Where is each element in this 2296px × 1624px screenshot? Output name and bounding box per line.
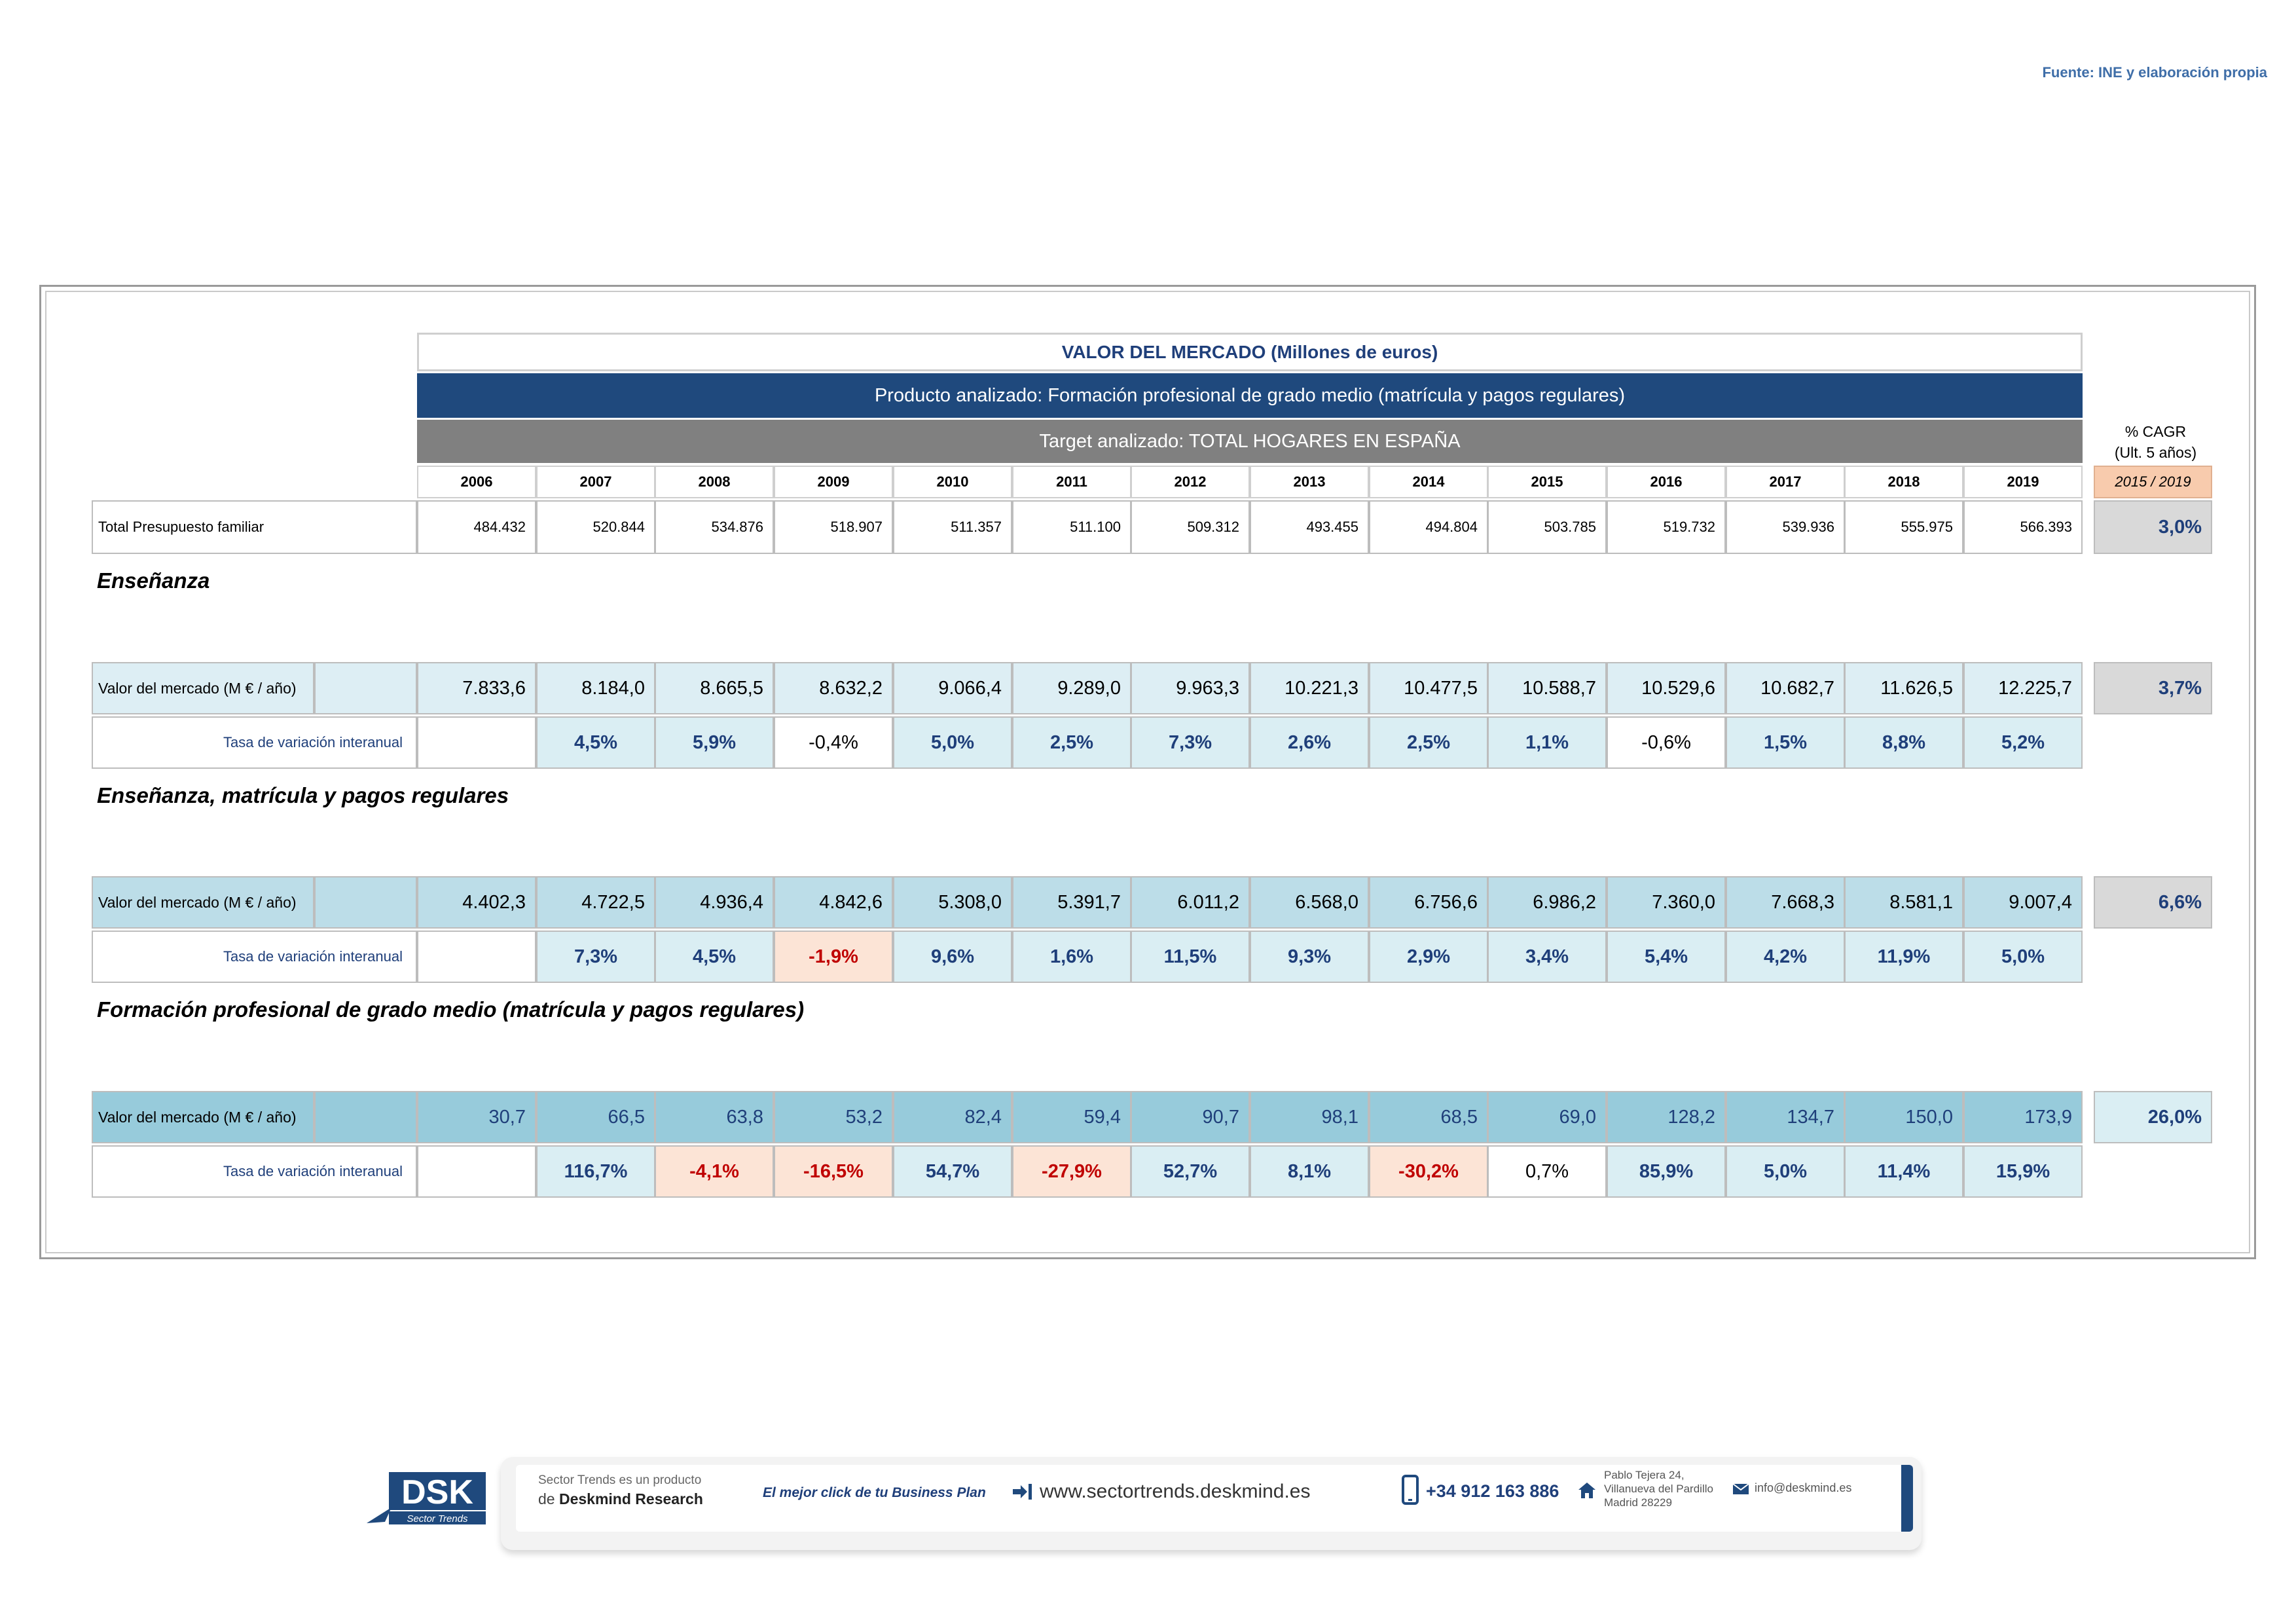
presupuesto-value: 555.975 bbox=[1844, 500, 1963, 554]
year-header-2015: 2015 bbox=[1487, 466, 1607, 498]
valor-value: 173,9 bbox=[1963, 1091, 2083, 1143]
valor-value: 8.184,0 bbox=[536, 662, 655, 714]
target-banner: Target analizado: TOTAL HOGARES EN ESPAÑA bbox=[417, 420, 2083, 463]
valor-value: 59,4 bbox=[1012, 1091, 1131, 1143]
presupuesto-label: Total Presupuesto familiar bbox=[92, 500, 417, 554]
tasa-value: 2,5% bbox=[1369, 716, 1488, 769]
home-icon bbox=[1578, 1481, 1596, 1500]
valor-label: Valor del mercado (M € / año) bbox=[92, 1091, 314, 1143]
year-header-2010: 2010 bbox=[893, 466, 1012, 498]
valor-value: 6.986,2 bbox=[1487, 876, 1607, 929]
valor-value: 150,0 bbox=[1844, 1091, 1963, 1143]
valor-value: 4.936,4 bbox=[655, 876, 774, 929]
valor-label: Valor del mercado (M € / año) bbox=[92, 662, 314, 714]
mail-icon bbox=[1732, 1483, 1749, 1495]
year-header-2007: 2007 bbox=[536, 466, 655, 498]
presupuesto-value: 503.785 bbox=[1487, 500, 1607, 554]
tasa-value: -0,4% bbox=[774, 716, 893, 769]
valor-value: 10.588,7 bbox=[1487, 662, 1607, 714]
valor-label-spacer bbox=[314, 876, 417, 929]
tasa-value: 2,9% bbox=[1369, 931, 1488, 983]
tasa-value: 8,1% bbox=[1250, 1145, 1369, 1198]
valor-value: 11.626,5 bbox=[1844, 662, 1963, 714]
presupuesto-value: 509.312 bbox=[1131, 500, 1250, 554]
year-header-2014: 2014 bbox=[1369, 466, 1488, 498]
section-title: Enseñanza bbox=[97, 568, 210, 593]
valor-cagr: 3,7% bbox=[2094, 662, 2212, 714]
tasa-value: 5,0% bbox=[1726, 1145, 1845, 1198]
tasa-value: 54,7% bbox=[893, 1145, 1012, 1198]
footer-line1: Sector Trends es un producto bbox=[538, 1473, 702, 1487]
footer-tagline: El mejor click de tu Business Plan bbox=[763, 1485, 986, 1500]
valor-value: 8.581,1 bbox=[1844, 876, 1963, 929]
valor-value: 12.225,7 bbox=[1963, 662, 2083, 714]
footer-email[interactable]: info@deskmind.es bbox=[1755, 1481, 1852, 1494]
valor-cagr: 26,0% bbox=[2094, 1091, 2212, 1143]
valor-value: 68,5 bbox=[1369, 1091, 1488, 1143]
deskmind-logo bbox=[365, 1469, 490, 1528]
footer-website[interactable]: www.sectortrends.deskmind.es bbox=[1040, 1481, 1311, 1502]
login-arrow-icon bbox=[1011, 1482, 1034, 1502]
tasa-value: 7,3% bbox=[536, 931, 655, 983]
presupuesto-value: 518.907 bbox=[774, 500, 893, 554]
footer-phone[interactable]: +34 912 163 886 bbox=[1426, 1481, 1559, 1501]
tasa-value: 0,7% bbox=[1487, 1145, 1607, 1198]
valor-value: 4.842,6 bbox=[774, 876, 893, 929]
tasa-label: Tasa de variación interanual bbox=[92, 931, 417, 983]
tasa-value: 11,5% bbox=[1131, 931, 1250, 983]
valor-value: 10.477,5 bbox=[1369, 662, 1488, 714]
valor-value: 6.756,6 bbox=[1369, 876, 1488, 929]
phone-icon bbox=[1401, 1475, 1419, 1505]
valor-value: 5.308,0 bbox=[893, 876, 1012, 929]
tasa-value: -4,1% bbox=[655, 1145, 774, 1198]
tasa-value: 5,0% bbox=[893, 716, 1012, 769]
tasa-value: 4,5% bbox=[655, 931, 774, 983]
cagr-period-header: 2015 / 2019 bbox=[2094, 466, 2212, 498]
tasa-value: -27,9% bbox=[1012, 1145, 1131, 1198]
tasa-value: 11,4% bbox=[1844, 1145, 1963, 1198]
presupuesto-value: 566.393 bbox=[1963, 500, 2083, 554]
presupuesto-value: 519.732 bbox=[1607, 500, 1726, 554]
tasa-value: 8,8% bbox=[1844, 716, 1963, 769]
presupuesto-value: 534.876 bbox=[655, 500, 774, 554]
source-note: Fuente: INE y elaboración propia bbox=[2042, 64, 2267, 81]
valor-value: 9.289,0 bbox=[1012, 662, 1131, 714]
year-header-2013: 2013 bbox=[1250, 466, 1369, 498]
valor-value: 7.668,3 bbox=[1726, 876, 1845, 929]
tasa-value bbox=[417, 1145, 536, 1198]
valor-value: 4.722,5 bbox=[536, 876, 655, 929]
tasa-value: 2,5% bbox=[1012, 716, 1131, 769]
footer-address bbox=[1604, 1468, 1713, 1509]
valor-value: 7.833,6 bbox=[417, 662, 536, 714]
valor-value: 10.529,6 bbox=[1607, 662, 1726, 714]
year-header-2018: 2018 bbox=[1844, 466, 1963, 498]
tasa-value: 2,6% bbox=[1250, 716, 1369, 769]
cagr-header-line1: % CAGR bbox=[2124, 423, 2187, 440]
tasa-value: 4,5% bbox=[536, 716, 655, 769]
tasa-value bbox=[417, 716, 536, 769]
valor-label-spacer bbox=[314, 662, 417, 714]
valor-value: 69,0 bbox=[1487, 1091, 1607, 1143]
valor-value: 9.963,3 bbox=[1131, 662, 1250, 714]
valor-value: 8.665,5 bbox=[655, 662, 774, 714]
tasa-value: 1,6% bbox=[1012, 931, 1131, 983]
tasa-value: -30,2% bbox=[1369, 1145, 1488, 1198]
logo-text: DSK bbox=[401, 1473, 473, 1511]
valor-value: 53,2 bbox=[774, 1091, 893, 1143]
tasa-value: 116,7% bbox=[536, 1145, 655, 1198]
footer-brand: Deskmind Research bbox=[558, 1490, 703, 1507]
logo-subtext: Sector Trends bbox=[407, 1513, 468, 1524]
valor-value: 7.360,0 bbox=[1607, 876, 1726, 929]
valor-value: 9.007,4 bbox=[1963, 876, 2083, 929]
tasa-value: 11,9% bbox=[1844, 931, 1963, 983]
presupuesto-value: 520.844 bbox=[536, 500, 655, 554]
valor-value: 66,5 bbox=[536, 1091, 655, 1143]
valor-value: 9.066,4 bbox=[893, 662, 1012, 714]
year-header-2017: 2017 bbox=[1726, 466, 1845, 498]
valor-cagr: 6,6% bbox=[2094, 876, 2212, 929]
year-header-2009: 2009 bbox=[774, 466, 893, 498]
valor-value: 8.632,2 bbox=[774, 662, 893, 714]
valor-value: 10.221,3 bbox=[1250, 662, 1369, 714]
valor-value: 4.402,3 bbox=[417, 876, 536, 929]
year-header-2016: 2016 bbox=[1607, 466, 1726, 498]
valor-label: Valor del mercado (M € / año) bbox=[92, 876, 314, 929]
cagr-header bbox=[2095, 421, 2216, 463]
cagr-header-line2: (Ult. 5 años) bbox=[2114, 444, 2197, 461]
valor-value: 5.391,7 bbox=[1012, 876, 1131, 929]
year-header-2008: 2008 bbox=[655, 466, 774, 498]
product-banner: Producto analizado: Formación profesional de grado medio (matrícula y pagos regulares) bbox=[417, 373, 2083, 418]
valor-value: 6.011,2 bbox=[1131, 876, 1250, 929]
tasa-value: 5,9% bbox=[655, 716, 774, 769]
valor-value: 30,7 bbox=[417, 1091, 536, 1143]
footer-address-3: Madrid 28229 bbox=[1604, 1496, 1672, 1509]
tasa-value: 85,9% bbox=[1607, 1145, 1726, 1198]
presupuesto-value: 493.455 bbox=[1250, 500, 1369, 554]
valor-value: 98,1 bbox=[1250, 1091, 1369, 1143]
footer-line2-prefix: de bbox=[538, 1490, 555, 1507]
tasa-value: 5,0% bbox=[1963, 931, 2083, 983]
tasa-value: -16,5% bbox=[774, 1145, 893, 1198]
tasa-value: 15,9% bbox=[1963, 1145, 2083, 1198]
presupuesto-value: 539.936 bbox=[1726, 500, 1845, 554]
valor-value: 90,7 bbox=[1131, 1091, 1250, 1143]
footer-address-2: Villanueva del Pardillo bbox=[1604, 1483, 1713, 1495]
valor-value: 63,8 bbox=[655, 1091, 774, 1143]
presupuesto-value: 494.804 bbox=[1369, 500, 1488, 554]
section-title: Formación profesional de grado medio (matrícula y pagos regulares) bbox=[97, 997, 805, 1022]
tasa-value bbox=[417, 931, 536, 983]
year-header-2006: 2006 bbox=[417, 466, 536, 498]
table-title: VALOR DEL MERCADO (Millones de euros) bbox=[417, 333, 2083, 371]
tasa-label: Tasa de variación interanual bbox=[92, 1145, 417, 1198]
tasa-value: 3,4% bbox=[1487, 931, 1607, 983]
footer-line2 bbox=[538, 1490, 703, 1508]
valor-value: 6.568,0 bbox=[1250, 876, 1369, 929]
tasa-value: 1,5% bbox=[1726, 716, 1845, 769]
year-header-2019: 2019 bbox=[1963, 466, 2083, 498]
valor-value: 134,7 bbox=[1726, 1091, 1845, 1143]
presupuesto-value: 484.432 bbox=[417, 500, 536, 554]
year-header-2011: 2011 bbox=[1012, 466, 1131, 498]
valor-value: 128,2 bbox=[1607, 1091, 1726, 1143]
presupuesto-value: 511.357 bbox=[893, 500, 1012, 554]
footer-address-1: Pablo Tejera 24, bbox=[1604, 1469, 1685, 1481]
tasa-value: -1,9% bbox=[774, 931, 893, 983]
tasa-value: 52,7% bbox=[1131, 1145, 1250, 1198]
tasa-value: 9,3% bbox=[1250, 931, 1369, 983]
year-header-2012: 2012 bbox=[1131, 466, 1250, 498]
tasa-value: 5,2% bbox=[1963, 716, 2083, 769]
tasa-label: Tasa de variación interanual bbox=[92, 716, 417, 769]
valor-value: 82,4 bbox=[893, 1091, 1012, 1143]
tasa-value: 7,3% bbox=[1131, 716, 1250, 769]
presupuesto-value: 511.100 bbox=[1012, 500, 1131, 554]
tasa-value: 5,4% bbox=[1607, 931, 1726, 983]
valor-value: 10.682,7 bbox=[1726, 662, 1845, 714]
tasa-value: -0,6% bbox=[1607, 716, 1726, 769]
tasa-value: 4,2% bbox=[1726, 931, 1845, 983]
section-title: Enseñanza, matrícula y pagos regulares bbox=[97, 783, 509, 807]
tasa-value: 1,1% bbox=[1487, 716, 1607, 769]
tasa-value: 9,6% bbox=[893, 931, 1012, 983]
valor-label-spacer bbox=[314, 1091, 417, 1143]
presupuesto-cagr: 3,0% bbox=[2094, 500, 2212, 554]
